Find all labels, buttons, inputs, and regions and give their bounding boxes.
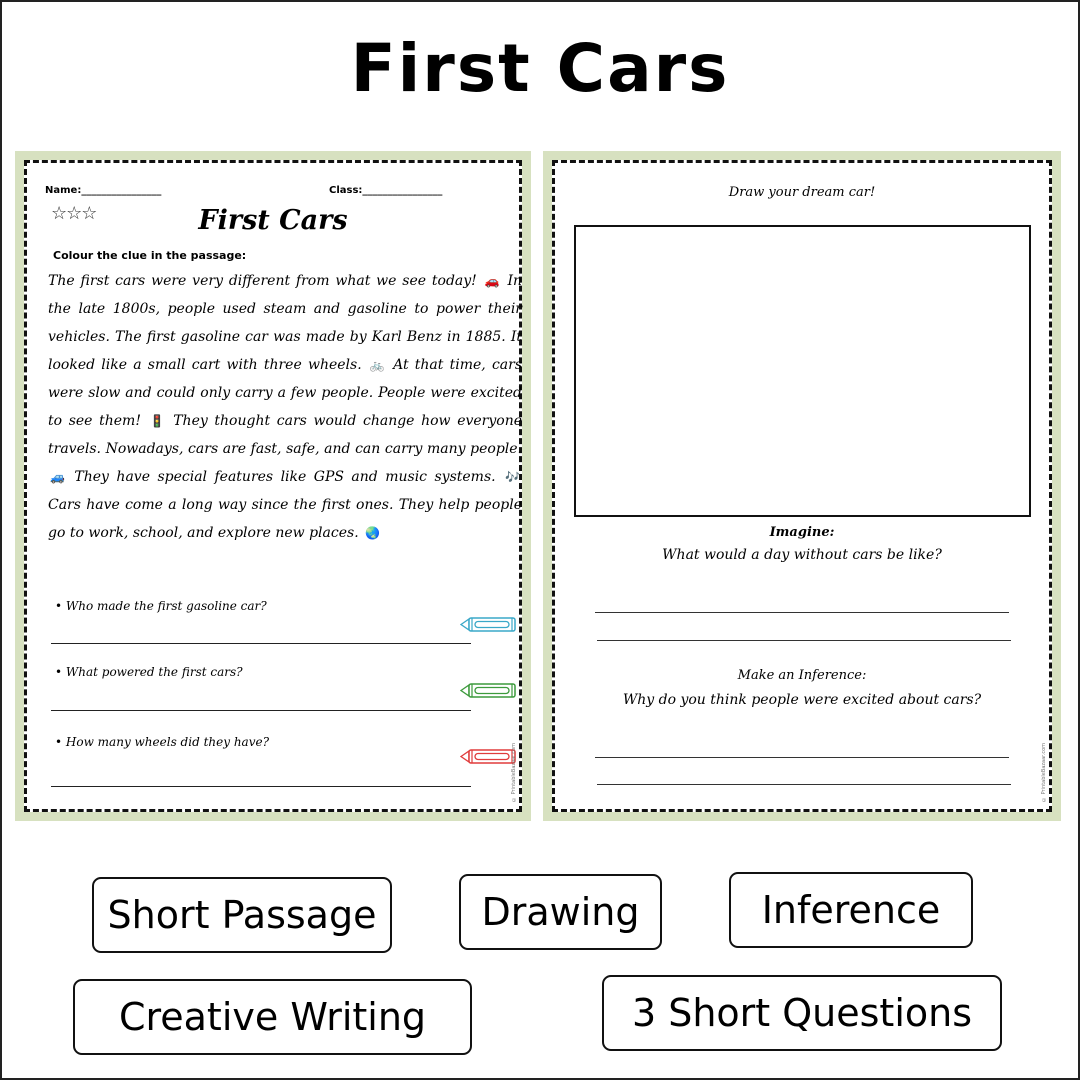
passage-worksheet [15,151,531,821]
answer-line[interactable] [597,640,1011,641]
answer-line[interactable] [51,710,471,711]
answer-line[interactable] [51,643,471,644]
question-item: • What powered the first cars? [55,665,243,679]
passage-sentence: In the late 1800s, people used steam and gasoline to power their vehicles. The first gasoline car was made by Karl Benz in 1885. It looked like a small cart with three wheels. [48,273,523,373]
passage-emoji-icon: 🚲 [369,358,385,372]
answer-line[interactable] [51,786,471,787]
passage-emoji-icon: 🚙 [50,470,65,484]
passage-sentence: The first cars were very different from what we see today! [48,273,477,289]
class-field-label: Class:________________ [329,185,443,196]
tag-creative-writing: Creative Writing [73,979,472,1055]
tag-short-passage: Short Passage [92,877,392,953]
passage-sentence: At that time, cars were slow and could only carry a few people. People were excited to see them! [48,357,523,429]
draw-prompt: Draw your dream car! [728,185,876,200]
passage-sentence: They thought cars would change how everyone travels. Nowadays, cars are fast, safe, and can carry many people. [48,413,523,457]
question-text: Who made the first gasoline car? [65,599,267,613]
passage-worksheet-border [24,160,522,812]
instruction-text: Colour the clue in the passage: [53,249,247,262]
passage-emoji-icon: 🎶 [505,470,520,484]
activity-worksheet-border [552,160,1052,812]
copyright-text: © PrintableBazaar.com [511,743,517,802]
answer-line[interactable] [595,612,1009,613]
answer-line[interactable] [597,784,1011,785]
crayon-icon [460,682,520,699]
passage-emoji-icon: 🚗 [484,274,500,288]
question-item: • Who made the first gasoline car? [55,599,267,613]
reading-passage [48,267,522,547]
question-item: • How many wheels did they have? [55,735,270,749]
imagine-question: What would a day without cars be like? [662,547,942,563]
rating-stars-icon: ☆☆☆ [51,203,97,224]
tag-drawing: Drawing [459,874,662,950]
passage-emoji-icon: 🌏 [365,526,381,540]
tag-inference: Inference [729,872,973,948]
copyright-text: © PrintableBazaar.com [1041,743,1047,802]
drawing-box[interactable] [574,225,1031,517]
inference-heading: Make an Inference: [737,668,867,683]
passage-sentence: They have special features like GPS and music systems. [74,469,496,485]
inference-question: Why do you think people were excited about cars? [622,692,982,708]
crayon-icon [460,616,520,633]
worksheet-title: First Cars [198,205,348,236]
passage-emoji-icon: 🚦 [149,414,165,428]
question-text: How many wheels did they have? [65,735,270,749]
tag-short-questions: 3 Short Questions [602,975,1002,1051]
question-text: What powered the first cars? [65,665,243,679]
answer-line[interactable] [595,757,1009,758]
name-field-label: Name:________________ [45,185,162,196]
activity-worksheet [543,151,1061,821]
imagine-heading: Imagine: [769,525,835,540]
page-title: First Cars [350,30,730,107]
passage-sentence: Cars have come a long way since the first ones. They help people go to work, school, and explore new places. [48,497,522,541]
